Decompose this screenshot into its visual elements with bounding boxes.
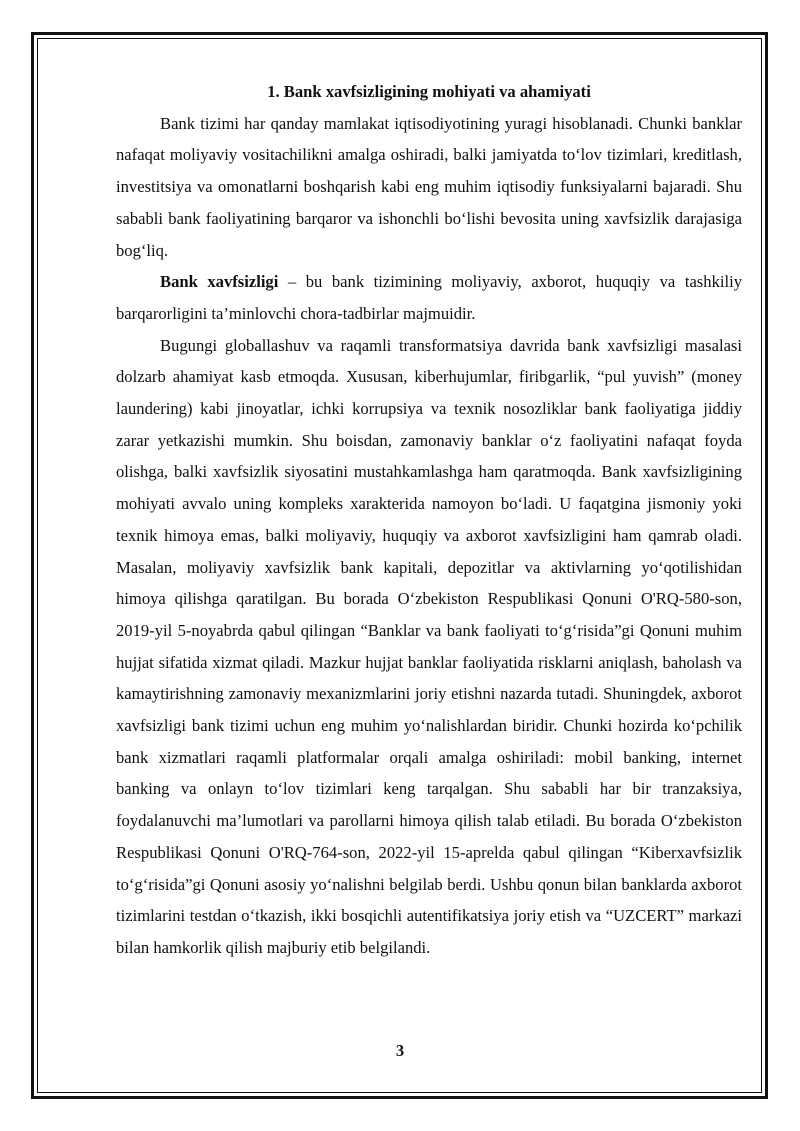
section-title: 1. Bank xavfsizligining mohiyati va ahamiyati <box>267 82 591 101</box>
paragraph-definition <box>116 266 742 329</box>
defined-term: Bank xavfsizligi <box>160 272 279 292</box>
document-page <box>116 76 742 964</box>
page-number: 3 <box>395 1041 405 1060</box>
paragraph-intro: Bank tizimi har qanday mamlakat iqtisodiyotining yuragi hisoblanadi. Chunki banklar nafaqat moliyaviy vositachilikni amalga oshiradi, balki jamiyatda to‘lov tizimlari, kreditlash, investitsiya va omonatlarni boshqarish kabi eng muhim iqtisodiy funksiyalarni bajaradi. Shu sababli bank faoliyatining barqaror va ishonchli bo‘lishi bevosita uning xavfsizlik darajasiga bog‘liq. <box>116 113 742 260</box>
definition-text: – bu bank tizimining moliyaviy, axborot, huquqiy va tashkiliy barqarorligini ta’minlovchi chora-tadbirlar majmuidir. <box>116 272 742 323</box>
paragraph-main: Bugungi globallashuv va raqamli transformatsiya davrida bank xavfsizligi masalasi dolzarb ahamiyat kasb etmoqda. Xususan, kiberhujumlar, firibgarlik, “pul yuvish” (money laundering) kabi jinoyatlar, ichki korrupsiya va texnik nosozliklar bank faoliyatiga jiddiy zarar yetkazishi mumkin. Shu boisdan, zamonaviy banklar o‘z faoliyatini nafaqat foyda olishga, balki xavfsizlik siyosatini mustahkamlashga ham qaratmoqda. Bank xavfsizligining mohiyati avvalo uning kompleks xarakterida namoyon bo‘ladi. U faqatgina jismoniy yoki texnik himoya emas, balki moliyaviy, huquqiy va axborot xavfsizligini ham qamrab oladi. Masalan, moliyaviy xavfsizlik bank kapitali, depozitlar va aktivlarning yo‘qotilishidan himoya qilishga qaratilgan. Bu borada O‘zbekiston Respublikasi Qonuni O'RQ-580-son, 2019-yil 5-noyabrda qabul qilingan “Banklar va bank faoliyati to‘g‘risida”gi Qonuni muhim hujjat sifatida xizmat qiladi. Mazkur hujjat banklar faoliyatida risklarni aniqlash, baholash va kamaytirishning zamonaviy mexanizmlarini joriy etishni nazarda tutadi. Shuningdek, axborot xavfsizligi bank tizimi uchun eng muhim yo‘nalishlardan biridir. Chunki hozirda ko‘pchilik bank xizmatlari raqamli platformalar orqali amalga oshiriladi: mobil banking, internet banking va onlayn to‘lov tizimlari keng tarqalgan. Shu sababli har bir tranzaksiya, foydalanuvchi ma’lumotlari va parollarni himoya qilish talab etiladi. Bu borada O‘zbekiston Respublikasi Qonuni O'RQ-764-son, 2022-yil 15-aprelda qabul qilingan “Kiberxavfsizlik to‘g‘risida”gi Qonuni asosiy yo‘nalishni belgilab berdi. Ushbu qonun bilan banklarda axborot tizimlarini testdan o‘tkazish, ikki bosqichli autentifikatsiya joriy etish va “UZCERT” markazi bilan hamkorlik qilish majburiy etib belgilandi. <box>116 335 742 957</box>
